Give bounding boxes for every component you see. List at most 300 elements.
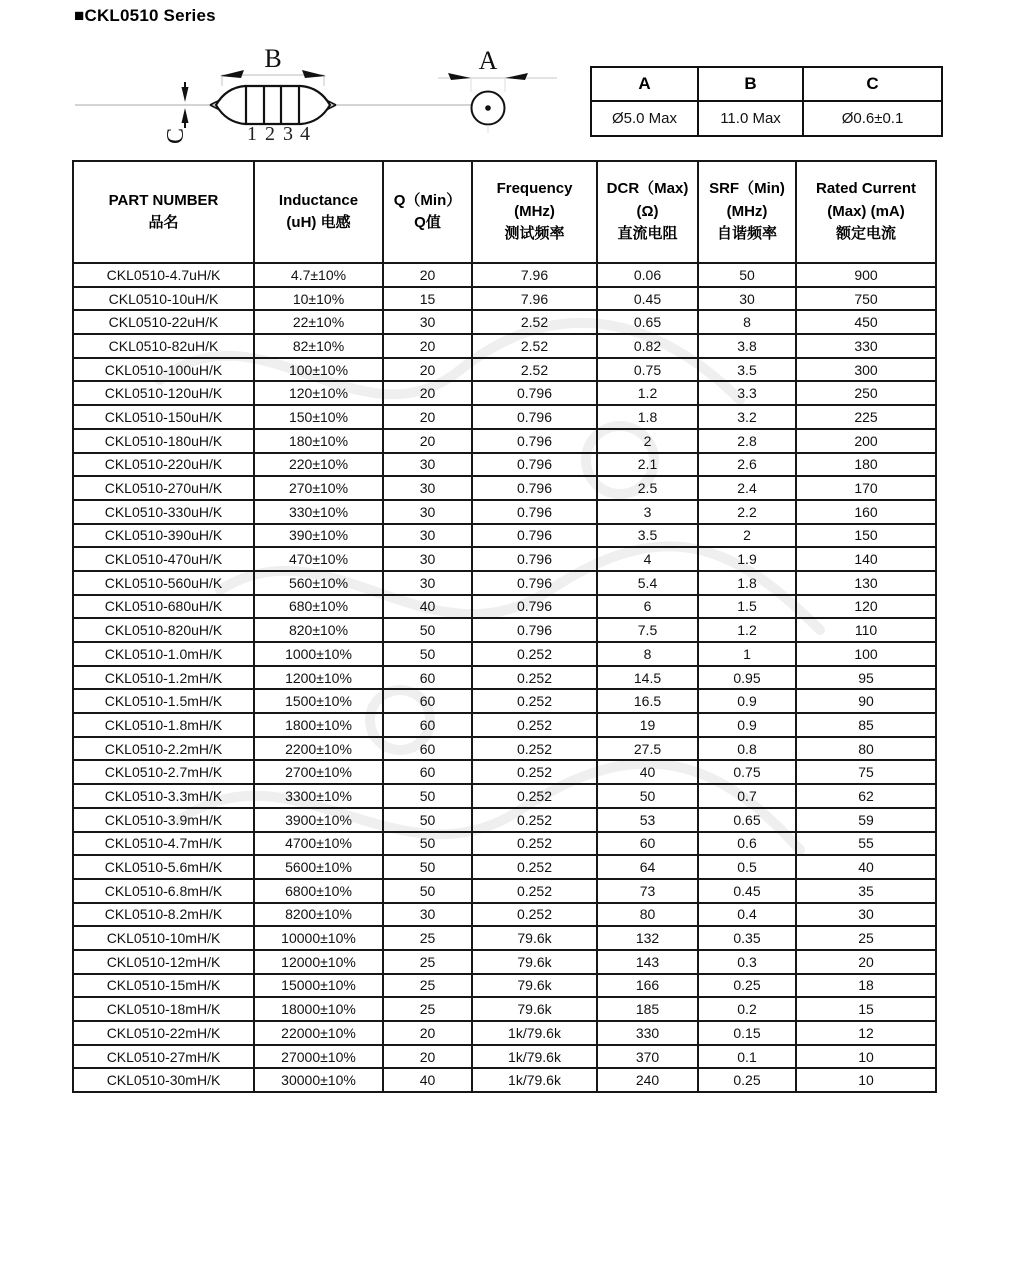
table-cell: 1000±10%	[254, 642, 383, 666]
part-number-cell: CKL0510-15mH/K	[73, 974, 254, 998]
table-cell: 40	[597, 760, 698, 784]
table-cell: 0.252	[472, 879, 597, 903]
table-cell: 10	[796, 1045, 936, 1069]
table-cell: 0.65	[698, 808, 796, 832]
table-cell: 6	[597, 595, 698, 619]
table-cell: 20	[383, 334, 472, 358]
part-number-cell: CKL0510-390uH/K	[73, 524, 254, 548]
table-cell: 40	[796, 855, 936, 879]
table-row	[73, 429, 936, 453]
component-drawing	[60, 38, 580, 158]
table-cell: 0.796	[472, 500, 597, 524]
table-cell: 20	[796, 950, 936, 974]
table-cell: 0.252	[472, 832, 597, 856]
table-row	[73, 287, 936, 311]
part-number-cell: CKL0510-10mH/K	[73, 926, 254, 950]
table-cell: 0.252	[472, 666, 597, 690]
table-cell: 0.252	[472, 760, 597, 784]
table-cell: 120	[796, 595, 936, 619]
table-cell: 18	[796, 974, 936, 998]
table-cell: 15	[383, 287, 472, 311]
table-row	[73, 642, 936, 666]
table-row	[73, 358, 936, 382]
table-cell: 390±10%	[254, 524, 383, 548]
table-cell: 2.6	[698, 453, 796, 477]
table-cell: 82±10%	[254, 334, 383, 358]
table-cell: 64	[597, 855, 698, 879]
part-number-cell: CKL0510-82uH/K	[73, 334, 254, 358]
table-cell: 80	[597, 903, 698, 927]
table-row	[73, 334, 936, 358]
table-cell: 1500±10%	[254, 689, 383, 713]
table-cell: 35	[796, 879, 936, 903]
table-row	[73, 1045, 936, 1069]
table-cell: 30	[383, 500, 472, 524]
table-cell: 4700±10%	[254, 832, 383, 856]
table-cell: 25	[383, 974, 472, 998]
table-cell: 170	[796, 476, 936, 500]
table-cell: 60	[383, 689, 472, 713]
column-header-q: Q（Min） Q值	[383, 161, 472, 263]
dim-a-arrow-left	[448, 73, 471, 80]
table-cell: 1.8	[597, 405, 698, 429]
table-cell: 79.6k	[472, 950, 597, 974]
table-cell: 12000±10%	[254, 950, 383, 974]
table-cell: 8200±10%	[254, 903, 383, 927]
table-cell: 0.252	[472, 903, 597, 927]
page-title: ■CKL0510 Series	[74, 6, 216, 25]
table-cell: 0.95	[698, 666, 796, 690]
spec-table-body	[73, 263, 936, 1092]
table-cell: 0.9	[698, 689, 796, 713]
table-row	[73, 476, 936, 500]
table-cell: 14.5	[597, 666, 698, 690]
table-cell: 4.7±10%	[254, 263, 383, 287]
dim-a-label: A	[478, 46, 498, 75]
table-cell: 0.06	[597, 263, 698, 287]
table-cell: 5600±10%	[254, 855, 383, 879]
table-row	[73, 310, 936, 334]
dimension-table-value-row	[591, 101, 942, 136]
column-header-dcr: DCR（Max) (Ω) 直流电阻	[597, 161, 698, 263]
table-cell: 30	[383, 903, 472, 927]
part-number-cell: CKL0510-30mH/K	[73, 1068, 254, 1092]
table-row	[73, 950, 936, 974]
table-cell: 180±10%	[254, 429, 383, 453]
table-cell: 30	[383, 524, 472, 548]
table-cell: 27.5	[597, 737, 698, 761]
table-cell: 95	[796, 666, 936, 690]
table-row	[73, 500, 936, 524]
table-row	[73, 618, 936, 642]
table-cell: 60	[597, 832, 698, 856]
table-cell: 10000±10%	[254, 926, 383, 950]
table-cell: 10±10%	[254, 287, 383, 311]
table-cell: 20	[383, 381, 472, 405]
table-row	[73, 453, 936, 477]
table-cell: 8	[597, 642, 698, 666]
table-cell: 0.252	[472, 808, 597, 832]
table-cell: 0.796	[472, 571, 597, 595]
part-number-cell: CKL0510-2.7mH/K	[73, 760, 254, 784]
table-cell: 185	[597, 997, 698, 1021]
part-number-cell: CKL0510-470uH/K	[73, 547, 254, 571]
table-cell: 0.796	[472, 476, 597, 500]
table-cell: 18000±10%	[254, 997, 383, 1021]
table-cell: 60	[383, 737, 472, 761]
table-row	[73, 926, 936, 950]
table-cell: 3.5	[698, 358, 796, 382]
table-cell: 50	[383, 879, 472, 903]
table-cell: 50	[597, 784, 698, 808]
part-number-cell: CKL0510-150uH/K	[73, 405, 254, 429]
table-cell: 75	[796, 760, 936, 784]
table-row	[73, 737, 936, 761]
inductor-body	[216, 86, 330, 124]
part-number-cell: CKL0510-27mH/K	[73, 1045, 254, 1069]
dim-c-label: C	[163, 127, 189, 145]
part-number-cell: CKL0510-220uH/K	[73, 453, 254, 477]
table-cell: 130	[796, 571, 936, 595]
table-cell: 750	[796, 287, 936, 311]
table-cell: 30	[796, 903, 936, 927]
table-cell: 0.796	[472, 405, 597, 429]
dimension-header-c: C	[803, 67, 942, 101]
part-number-cell: CKL0510-4.7mH/K	[73, 832, 254, 856]
table-cell: 3.8	[698, 334, 796, 358]
table-cell: 140	[796, 547, 936, 571]
table-cell: 0.796	[472, 547, 597, 571]
table-cell: 22±10%	[254, 310, 383, 334]
table-cell: 20	[383, 358, 472, 382]
table-cell: 20	[383, 263, 472, 287]
table-cell: 250	[796, 381, 936, 405]
table-cell: 0.796	[472, 595, 597, 619]
table-cell: 820±10%	[254, 618, 383, 642]
part-number-cell: CKL0510-8.2mH/K	[73, 903, 254, 927]
table-cell: 180	[796, 453, 936, 477]
table-cell: 2	[698, 524, 796, 548]
table-cell: 240	[597, 1068, 698, 1092]
table-cell: 80	[796, 737, 936, 761]
table-row	[73, 381, 936, 405]
table-cell: 7.96	[472, 263, 597, 287]
table-cell: 19	[597, 713, 698, 737]
band-label-2: 2	[265, 123, 275, 145]
dim-a-arrow-right	[505, 73, 528, 80]
part-number-cell: CKL0510-1.8mH/K	[73, 713, 254, 737]
spec-table-header-row	[73, 161, 936, 263]
table-cell: 30	[383, 571, 472, 595]
table-cell: 110	[796, 618, 936, 642]
table-cell: 150±10%	[254, 405, 383, 429]
table-cell: 20	[383, 429, 472, 453]
table-cell: 27000±10%	[254, 1045, 383, 1069]
table-row	[73, 571, 936, 595]
table-cell: 1200±10%	[254, 666, 383, 690]
table-cell: 40	[383, 1068, 472, 1092]
table-cell: 143	[597, 950, 698, 974]
dimension-value-c: Ø0.6±0.1	[803, 101, 942, 136]
table-cell: 59	[796, 808, 936, 832]
part-number-cell: CKL0510-1.5mH/K	[73, 689, 254, 713]
table-cell: 50	[383, 855, 472, 879]
table-cell: 100	[796, 642, 936, 666]
table-cell: 2.52	[472, 310, 597, 334]
table-cell: 1k/79.6k	[472, 1068, 597, 1092]
table-cell: 10	[796, 1068, 936, 1092]
table-cell: 0.796	[472, 381, 597, 405]
band-label-3: 3	[283, 123, 293, 145]
spec-table	[72, 160, 937, 1093]
table-cell: 40	[383, 595, 472, 619]
table-cell: 370	[597, 1045, 698, 1069]
table-cell: 50	[383, 784, 472, 808]
table-cell: 0.252	[472, 713, 597, 737]
table-cell: 15	[796, 997, 936, 1021]
part-number-cell: CKL0510-1.0mH/K	[73, 642, 254, 666]
part-number-cell: CKL0510-3.9mH/K	[73, 808, 254, 832]
dimension-value-a: Ø5.0 Max	[591, 101, 698, 136]
table-cell: 450	[796, 310, 936, 334]
table-cell: 560±10%	[254, 571, 383, 595]
table-cell: 0.252	[472, 784, 597, 808]
table-cell: 1k/79.6k	[472, 1021, 597, 1045]
table-cell: 2.5	[597, 476, 698, 500]
table-row	[73, 903, 936, 927]
part-number-cell: CKL0510-4.7uH/K	[73, 263, 254, 287]
table-cell: 0.75	[698, 760, 796, 784]
part-number-cell: CKL0510-22mH/K	[73, 1021, 254, 1045]
table-cell: 60	[383, 713, 472, 737]
table-cell: 25	[383, 997, 472, 1021]
table-cell: 2.4	[698, 476, 796, 500]
dim-c-arrow-top	[182, 87, 189, 102]
table-row	[73, 666, 936, 690]
table-cell: 0.796	[472, 453, 597, 477]
table-cell: 330	[597, 1021, 698, 1045]
table-cell: 85	[796, 713, 936, 737]
table-cell: 7.96	[472, 287, 597, 311]
table-cell: 120±10%	[254, 381, 383, 405]
table-cell: 166	[597, 974, 698, 998]
part-number-cell: CKL0510-180uH/K	[73, 429, 254, 453]
table-cell: 270±10%	[254, 476, 383, 500]
table-cell: 73	[597, 879, 698, 903]
end-view-center-dot	[485, 105, 491, 111]
table-cell: 0.45	[597, 287, 698, 311]
part-number-cell: CKL0510-330uH/K	[73, 500, 254, 524]
table-cell: 0.35	[698, 926, 796, 950]
part-number-cell: CKL0510-1.2mH/K	[73, 666, 254, 690]
table-cell: 2.2	[698, 500, 796, 524]
table-row	[73, 997, 936, 1021]
table-cell: 30	[698, 287, 796, 311]
table-cell: 0.7	[698, 784, 796, 808]
part-number-cell: CKL0510-120uH/K	[73, 381, 254, 405]
table-row	[73, 1021, 936, 1045]
table-cell: 0.65	[597, 310, 698, 334]
table-cell: 132	[597, 926, 698, 950]
table-row	[73, 595, 936, 619]
table-row	[73, 1068, 936, 1092]
table-row	[73, 784, 936, 808]
band-label-1: 1	[247, 123, 257, 145]
table-cell: 0.3	[698, 950, 796, 974]
table-cell: 2.1	[597, 453, 698, 477]
part-number-cell: CKL0510-12mH/K	[73, 950, 254, 974]
table-cell: 79.6k	[472, 974, 597, 998]
table-cell: 25	[383, 926, 472, 950]
dimension-table	[590, 66, 943, 137]
table-cell: 3	[597, 500, 698, 524]
table-cell: 150	[796, 524, 936, 548]
table-cell: 0.796	[472, 429, 597, 453]
table-cell: 55	[796, 832, 936, 856]
table-cell: 0.252	[472, 689, 597, 713]
table-cell: 4	[597, 547, 698, 571]
dimension-value-b: 11.0 Max	[698, 101, 803, 136]
table-row	[73, 832, 936, 856]
table-cell: 50	[698, 263, 796, 287]
table-cell: 330	[796, 334, 936, 358]
part-number-cell: CKL0510-6.8mH/K	[73, 879, 254, 903]
table-cell: 25	[796, 926, 936, 950]
table-cell: 12	[796, 1021, 936, 1045]
table-cell: 220±10%	[254, 453, 383, 477]
table-cell: 53	[597, 808, 698, 832]
table-cell: 2.52	[472, 358, 597, 382]
table-cell: 30	[383, 310, 472, 334]
part-number-cell: CKL0510-3.3mH/K	[73, 784, 254, 808]
table-cell: 0.15	[698, 1021, 796, 1045]
table-cell: 0.796	[472, 524, 597, 548]
table-cell: 20	[383, 405, 472, 429]
table-cell: 20	[383, 1045, 472, 1069]
dim-b-arrow-right	[302, 70, 326, 78]
table-cell: 300	[796, 358, 936, 382]
table-row	[73, 524, 936, 548]
table-cell: 0.6	[698, 832, 796, 856]
table-cell: 1.5	[698, 595, 796, 619]
table-cell: 0.82	[597, 334, 698, 358]
table-cell: 50	[383, 642, 472, 666]
column-header-rated-current: Rated Current (Max) (mA) 额定电流	[796, 161, 936, 263]
part-number-cell: CKL0510-22uH/K	[73, 310, 254, 334]
table-cell: 30	[383, 453, 472, 477]
part-number-cell: CKL0510-10uH/K	[73, 287, 254, 311]
table-cell: 25	[383, 950, 472, 974]
table-cell: 0.8	[698, 737, 796, 761]
table-cell: 2.52	[472, 334, 597, 358]
table-cell: 20	[383, 1021, 472, 1045]
table-row	[73, 855, 936, 879]
table-cell: 22000±10%	[254, 1021, 383, 1045]
table-cell: 2700±10%	[254, 760, 383, 784]
table-cell: 200	[796, 429, 936, 453]
table-cell: 30	[383, 547, 472, 571]
dim-c-arrow-bottom	[182, 108, 189, 123]
column-header-frequency: Frequency (MHz) 测试频率	[472, 161, 597, 263]
table-cell: 1k/79.6k	[472, 1045, 597, 1069]
column-header-part-number: PART NUMBER 品名	[73, 161, 254, 263]
table-cell: 330±10%	[254, 500, 383, 524]
table-cell: 0.4	[698, 903, 796, 927]
table-row	[73, 263, 936, 287]
table-cell: 1800±10%	[254, 713, 383, 737]
table-cell: 225	[796, 405, 936, 429]
table-cell: 3.2	[698, 405, 796, 429]
table-cell: 30	[383, 476, 472, 500]
part-number-cell: CKL0510-5.6mH/K	[73, 855, 254, 879]
table-cell: 1.2	[698, 618, 796, 642]
table-cell: 16.5	[597, 689, 698, 713]
table-cell: 0.9	[698, 713, 796, 737]
table-cell: 79.6k	[472, 926, 597, 950]
table-cell: 3300±10%	[254, 784, 383, 808]
table-cell: 1	[698, 642, 796, 666]
table-cell: 30000±10%	[254, 1068, 383, 1092]
column-header-srf: SRF（Min) (MHz) 自谐频率	[698, 161, 796, 263]
table-row	[73, 760, 936, 784]
table-cell: 160	[796, 500, 936, 524]
table-cell: 0.252	[472, 855, 597, 879]
table-row	[73, 405, 936, 429]
table-cell: 2.8	[698, 429, 796, 453]
part-number-cell: CKL0510-100uH/K	[73, 358, 254, 382]
table-cell: 6800±10%	[254, 879, 383, 903]
table-cell: 1.2	[597, 381, 698, 405]
table-cell: 3.3	[698, 381, 796, 405]
dim-b-arrow-left	[220, 70, 244, 78]
table-cell: 0.1	[698, 1045, 796, 1069]
dim-b-label: B	[264, 44, 282, 73]
table-cell: 5.4	[597, 571, 698, 595]
part-number-cell: CKL0510-270uH/K	[73, 476, 254, 500]
table-cell: 3.5	[597, 524, 698, 548]
table-cell: 50	[383, 808, 472, 832]
table-row	[73, 689, 936, 713]
table-row	[73, 879, 936, 903]
dimension-header-b: B	[698, 67, 803, 101]
part-number-cell: CKL0510-560uH/K	[73, 571, 254, 595]
table-cell: 680±10%	[254, 595, 383, 619]
dimension-header-a: A	[591, 67, 698, 101]
table-cell: 2200±10%	[254, 737, 383, 761]
table-cell: 100±10%	[254, 358, 383, 382]
table-cell: 0.252	[472, 642, 597, 666]
table-cell: 50	[383, 832, 472, 856]
table-cell: 79.6k	[472, 997, 597, 1021]
table-row	[73, 974, 936, 998]
table-cell: 1.8	[698, 571, 796, 595]
part-number-cell: CKL0510-18mH/K	[73, 997, 254, 1021]
table-cell: 0.2	[698, 997, 796, 1021]
table-cell: 0.5	[698, 855, 796, 879]
table-cell: 60	[383, 760, 472, 784]
table-cell: 50	[383, 618, 472, 642]
table-cell: 0.25	[698, 974, 796, 998]
table-row	[73, 547, 936, 571]
table-cell: 0.252	[472, 737, 597, 761]
table-cell: 90	[796, 689, 936, 713]
part-number-cell: CKL0510-680uH/K	[73, 595, 254, 619]
table-cell: 15000±10%	[254, 974, 383, 998]
table-cell: 0.796	[472, 618, 597, 642]
table-row	[73, 808, 936, 832]
table-cell: 0.25	[698, 1068, 796, 1092]
table-cell: 0.45	[698, 879, 796, 903]
